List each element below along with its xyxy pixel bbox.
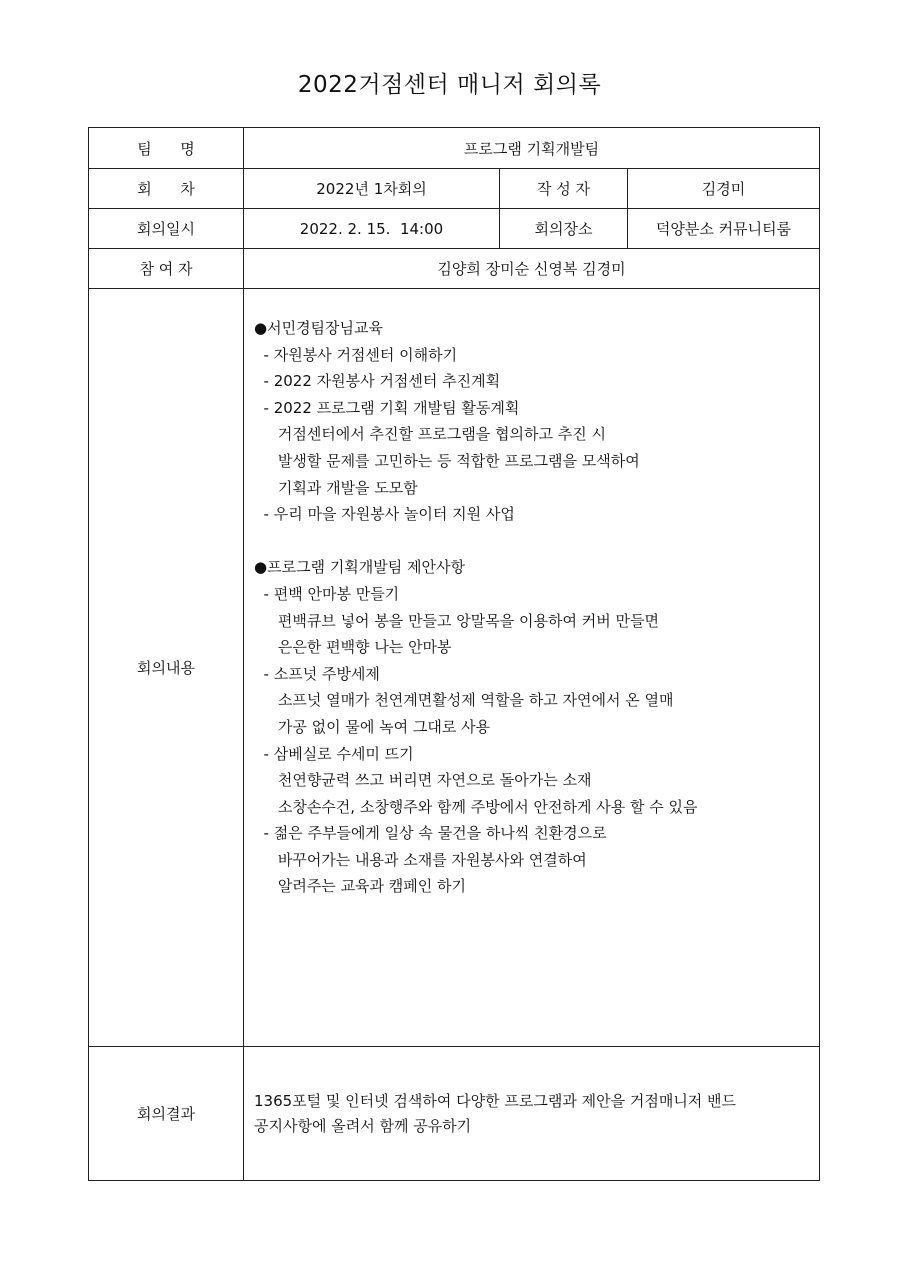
- result-line: 1365포털 및 인터넷 검색하여 다양한 프로그램과 제안을 거점매니저 밴드: [254, 1091, 737, 1110]
- team-value: 프로그램 기획개발팀: [244, 128, 820, 169]
- content-line: ●서민경팀장님교육: [254, 319, 384, 337]
- row-team: [89, 128, 820, 169]
- content-body: [244, 289, 820, 1047]
- content-line: - 2022 프로그램 기획 개발팀 활동계획: [254, 398, 520, 417]
- content-line: 은은한 편백향 나는 안마봉: [254, 638, 452, 657]
- content-line: - 우리 마을 자원봉사 놀이터 지원 사업: [254, 505, 515, 524]
- content-line: - 젊은 주부들에게 일상 속 물건을 하나씩 친환경으로: [254, 824, 607, 843]
- content-line: 기획과 개발을 도모함: [254, 478, 418, 497]
- content-line: ●프로그램 기획개발팀 제안사항: [254, 558, 465, 577]
- attendees-value: 김양희 장미순 신영복 김경미: [244, 249, 820, 289]
- datetime-value: 2022. 2. 15. 14:00: [244, 209, 500, 249]
- content-line: - 소프넛 주방세제: [254, 664, 380, 683]
- result-body: [244, 1047, 820, 1181]
- row-attendees: [89, 249, 820, 289]
- content-line: - 자원봉사 거점센터 이해하기: [254, 345, 458, 364]
- session-label: 회 차: [89, 169, 244, 209]
- content-line: 편백큐브 넣어 봉을 만들고 앙말목을 이용하여 커버 만들면: [254, 611, 659, 630]
- row-result: [89, 1047, 820, 1181]
- content-line: 알려주는 교육과 캠페인 하기: [254, 877, 467, 896]
- session-value: 2022년 1차회의: [244, 169, 500, 209]
- content-line: 거점센터에서 추진할 프로그램을 협의하고 추진 시: [254, 425, 606, 444]
- location-label: 회의장소: [500, 209, 628, 249]
- row-session: [89, 169, 820, 209]
- row-content: [89, 289, 820, 1047]
- content-line: - 편백 안마봉 만들기: [254, 584, 400, 603]
- content-line: - 2022 자원봉사 거점센터 추진계획: [254, 372, 501, 391]
- datetime-label: 회의일시: [89, 209, 244, 249]
- author-label: 작 성 자: [500, 169, 628, 209]
- content-line: - 삼베실로 수세미 뜨기: [254, 744, 414, 763]
- author-value: 김경미: [628, 169, 820, 209]
- content-line: 가공 없이 물에 녹여 그대로 사용: [254, 717, 491, 736]
- attendees-label: 참 여 자: [89, 249, 244, 289]
- content-line: 천연향균력 쓰고 버리면 자연으로 돌아가는 소재: [254, 771, 592, 790]
- content-line: 발생할 문제를 고민하는 등 적합한 프로그램을 모색하여: [254, 451, 640, 470]
- row-datetime: [89, 209, 820, 249]
- content-line-blank: [254, 528, 819, 555]
- minutes-table: [88, 127, 820, 1181]
- content-line: 소프넛 열매가 천연계면활성제 역할을 하고 자연에서 온 열매: [254, 691, 674, 710]
- result-label: 회의결과: [89, 1047, 244, 1181]
- team-label: 팀 명: [89, 128, 244, 169]
- content-label: 회의내용: [89, 289, 244, 1047]
- result-line: 공지사항에 올려서 함께 공유하기: [254, 1116, 472, 1135]
- content-line: 바꾸어가는 내용과 소재를 자원봉사와 연결하여: [254, 850, 587, 869]
- content-line: 소창손수건, 소창행주와 함께 주방에서 안전하게 사용 할 수 있음: [254, 797, 698, 816]
- location-value: 덕양분소 커뮤니티룸: [628, 209, 820, 249]
- document-title: 2022거점센터 매니저 회의록: [297, 72, 602, 98]
